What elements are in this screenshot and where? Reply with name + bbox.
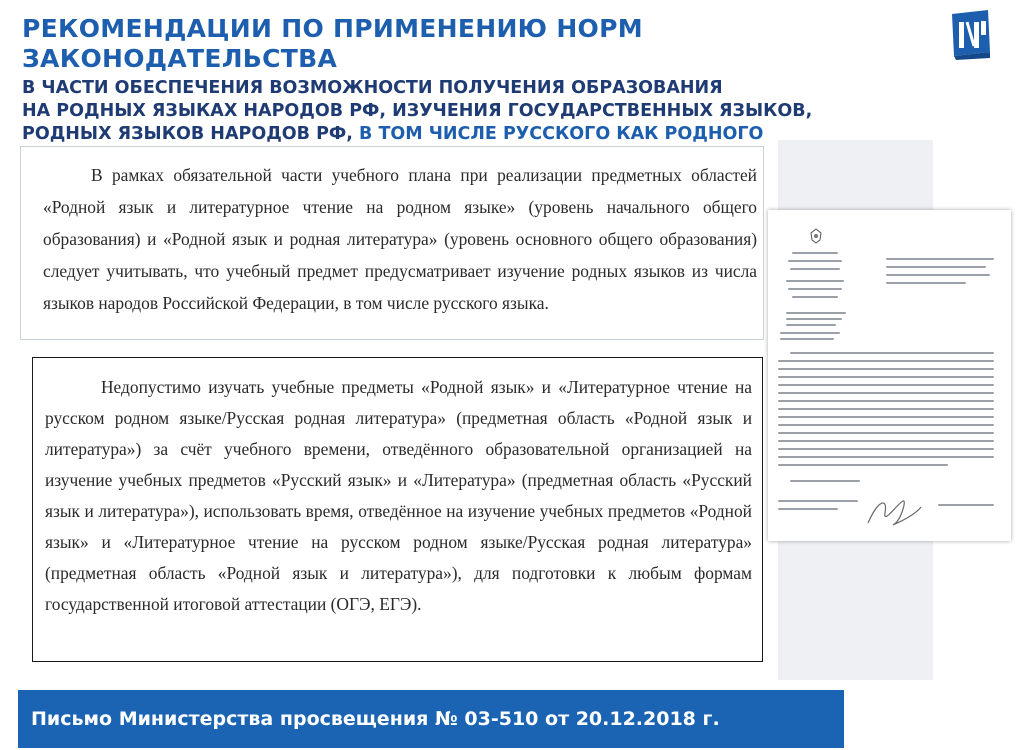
subtitle-line-2: НА РОДНЫХ ЯЗЫКАХ НАРОДОВ РФ, ИЗУЧЕНИЯ ГОСУДАРСТВЕННЫХ ЯЗЫКОВ, xyxy=(22,101,813,121)
quote-excerpt-2: Недопустимо изучать учебные предметы «Родной язык» и «Литературное чтение на русском родном языке/Русская родная литература» (предметная область «Родной язык и литература») за счёт учебного времени, отведённого образовательной организацией на изучение учебных предметов «Русский язык» и «Литература» (предметная область «Русский язык и литература»), использовать время, отведённое на изучение учебных предметов «Родной язык» и «Литературное чтение на русском родном языке/Русская родная литература» (предметная область «Родной язык и литература»), для подготовки к любым формам государственной итоговой аттестации (ОГЭ, ЕГЭ). xyxy=(32,357,763,662)
title-line-2: ЗАКОНОДАТЕЛЬСТВА xyxy=(22,44,338,73)
quote-excerpt-1: В рамках обязательной части учебного плана при реализации предметных областей «Родной язык и литературное чтение на родном языке» (уровень начального общего образования) и «Родной язык и родная литература» (уровень основного общего образования) следует учитывать, что учебный предмет предусматривает изучение родных языков из числа языков народов Российской Федерации, в том числе русского языка. xyxy=(20,146,764,340)
signature-icon xyxy=(863,495,923,530)
subtitle-line-1: В ЧАСТИ ОБЕСПЕЧЕНИЯ ВОЗМОЖНОСТИ ПОЛУЧЕНИЯ ОБРАЗОВАНИЯ xyxy=(22,78,723,98)
ministry-letter-thumbnail xyxy=(768,210,1011,541)
slide-subtitle xyxy=(22,77,922,146)
source-caption: Письмо Министерства просвещения № 03-510 от 20.12.2018 г. xyxy=(18,690,844,748)
title-line-1: РЕКОМЕНДАЦИИ ПО ПРИМЕНЕНИЮ НОРМ xyxy=(22,14,643,43)
slide-title xyxy=(22,14,902,74)
subtitle-line-3-accent: В ТОМ ЧИСЛЕ РУССКОГО КАК РОДНОГО xyxy=(359,124,764,144)
subtitle-line-3-main: РОДНЫХ ЯЗЫКОВ НАРОДОВ РФ, xyxy=(22,124,360,144)
emblem-icon xyxy=(808,228,824,244)
publisher-logo-icon xyxy=(946,8,994,60)
